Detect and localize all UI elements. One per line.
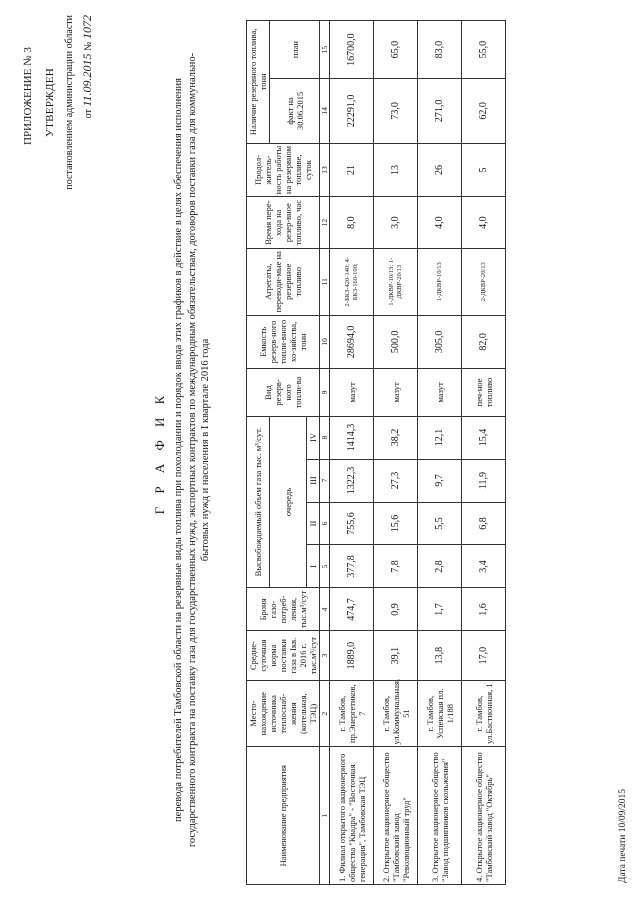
cell-avg-norm: 39,1	[374, 631, 418, 680]
cell-q2: 5,5	[418, 502, 462, 545]
schedule-table	[246, 20, 506, 885]
decree-date-line	[80, 15, 95, 205]
cell-units: 1-ДКВР-10/13	[418, 248, 462, 315]
header-row-1	[247, 21, 270, 885]
cell-switch-time: 4,0	[462, 197, 506, 249]
th-stock: Наличие резервного топлива, тонн	[247, 21, 270, 144]
cell-fact: 271,0	[418, 79, 462, 143]
cell-armor: 1,6	[462, 588, 506, 631]
cell-fuel-type: печ-ное топливо	[462, 369, 506, 416]
cell-avg-norm: 13,8	[418, 631, 462, 680]
cell-armor: 0,9	[374, 588, 418, 631]
handwritten-date: 11.09.2015	[80, 53, 94, 107]
table-row	[418, 21, 462, 885]
th-duration: Продол-житель-ность работы на резервном топливе, суток	[247, 143, 320, 197]
col-num: 8	[320, 416, 330, 459]
cell-location: г. Тамбов, ул.Коммунальная, 51	[374, 680, 418, 747]
cell-q4: 12,1	[418, 416, 462, 459]
th-units: Агрегаты, переводи-мые на резервное топливо	[247, 248, 320, 315]
cell-avg-norm: 1889,0	[330, 631, 374, 680]
cell-name: 3. Открытое акционерное общество "Завод подшипников скольжения"	[418, 747, 462, 885]
decree-line: постановлением администрации области	[64, 15, 75, 190]
cell-fact: 22291,0	[330, 79, 374, 143]
table-row	[374, 21, 418, 885]
document-title: Г Р А Ф И К	[152, 390, 167, 515]
th-fuel-type: Вид резерв-ного топли-ва	[247, 369, 320, 416]
col-num: 10	[320, 315, 330, 369]
cell-q3: 27,3	[374, 459, 418, 502]
cell-name: 4. Открытое акционерное общество "Тамбовский завод "Октябрь"	[462, 747, 506, 885]
th-location: Место-нахождение источника теплоснаб-жения (котельная, ТЭЦ)	[247, 680, 320, 747]
th-switch-time: Время пере-хода на резер-вное топливо, час	[247, 197, 320, 249]
th-capacity: Емкость резерв-ного топли-вного хо-зяйства, тонн	[247, 315, 320, 369]
col-num: 9	[320, 369, 330, 416]
th-q2: II	[307, 502, 320, 545]
cell-units: 2-БКЗ-420-140; 4-БКЗ-160-100;	[330, 248, 374, 315]
col-num: 6	[320, 502, 330, 545]
th-q4: IV	[307, 416, 320, 459]
cell-location: г. Тамбов, Успенская пл. 1/188	[418, 680, 462, 747]
col-num: 11	[320, 248, 330, 315]
cell-q3: 1322,3	[330, 459, 374, 502]
col-num: 2	[320, 680, 330, 747]
col-num: 1	[320, 747, 330, 885]
cell-q4: 15,4	[462, 416, 506, 459]
cell-name: 1. Филиал открытого акционерного общества "Квадра" - "Восточная генерация", Тамбовская ТЭЦ	[330, 747, 374, 885]
cell-q4: 1414,3	[330, 416, 374, 459]
cell-plan: 16700,0	[330, 21, 374, 79]
cell-fuel-type: мазут	[374, 369, 418, 416]
cell-duration: 5	[462, 143, 506, 197]
th-name: Наименование предприятия	[247, 747, 320, 885]
col-num: 13	[320, 143, 330, 197]
document-subtitle: перевода потребителей Тамбовской области на резервные виды топлива при похолодании и порядок ввода этих графиков в действие в целях обеспечения исполнения государственного контракта на поставку газа для государственных нужд, экспортных контрактов по международным обязательствам, договоров поставки газа для коммунально-бытовых нужд и населения в I квартале 2016 года	[173, 52, 211, 848]
th-avg-norm: Средне-суточная норма поставки газа в Iкв. 2016 г. тыс.м³/сут	[247, 631, 320, 680]
cell-capacity: 305,0	[418, 315, 462, 369]
cell-armor: 1,7	[418, 588, 462, 631]
cell-capacity: 28694,0	[330, 315, 374, 369]
th-queue: очередь	[270, 416, 307, 588]
col-num: 12	[320, 197, 330, 249]
date-prefix: от	[83, 109, 94, 119]
cell-q1: 2,8	[418, 545, 462, 588]
cell-fuel-type: мазут	[418, 369, 462, 416]
cell-q3: 11,9	[462, 459, 506, 502]
cell-q2: 755,6	[330, 502, 374, 545]
cell-plan: 83,0	[418, 21, 462, 79]
cell-avg-norm: 17,0	[462, 631, 506, 680]
cell-fact: 62,0	[462, 79, 506, 143]
appendix-label: ПРИЛОЖЕНИЕ № 3	[22, 47, 34, 145]
col-num: 4	[320, 588, 330, 631]
cell-location: г. Тамбов, ул.Бастионная, 1	[462, 680, 506, 747]
table-row	[330, 21, 374, 885]
handwritten-number: 1072	[80, 15, 94, 39]
print-date: Дата печати 10/09/2015	[618, 788, 628, 883]
number-prefix: №	[83, 41, 94, 52]
cell-q2: 6,8	[462, 502, 506, 545]
th-plan: план	[270, 21, 320, 79]
cell-units: 1-ДКВР-10/13; 1-ДКВР-20/13	[374, 248, 418, 315]
col-num: 14	[320, 79, 330, 143]
cell-switch-time: 3,0	[374, 197, 418, 249]
cell-duration: 26	[418, 143, 462, 197]
cell-capacity: 500,0	[374, 315, 418, 369]
cell-capacity: 82,0	[462, 315, 506, 369]
cell-switch-time: 8,0	[330, 197, 374, 249]
cell-q1: 377,8	[330, 545, 374, 588]
th-released: Высвобождаемый объем газа тыс. м³/сут.	[247, 416, 270, 588]
cell-fact: 73,0	[374, 79, 418, 143]
cell-name: 2. Открытое акционерное общество "Тамбовский завод "Революционный труд"	[374, 747, 418, 885]
cell-switch-time: 4,0	[418, 197, 462, 249]
th-fact: факт на 30.06.2015	[270, 79, 320, 143]
th-armor: Броня газо-потреб-ления, тыс.м³/сут	[247, 588, 320, 631]
cell-q4: 38,2	[374, 416, 418, 459]
cell-units: 2-ДКВР-20/13	[462, 248, 506, 315]
th-q1: I	[307, 545, 320, 588]
approved-label: УТВЕРЖДЕН	[44, 67, 56, 137]
col-num: 5	[320, 545, 330, 588]
col-num: 7	[320, 459, 330, 502]
cell-duration: 21	[330, 143, 374, 197]
cell-q3: 9,7	[418, 459, 462, 502]
cell-plan: 65,0	[374, 21, 418, 79]
cell-location: г. Тамбов, пр.Энергетиков, 7	[330, 680, 374, 747]
cell-duration: 13	[374, 143, 418, 197]
table-row	[462, 21, 506, 885]
th-q3: III	[307, 459, 320, 502]
column-number-row	[320, 21, 330, 885]
col-num: 15	[320, 21, 330, 79]
cell-q2: 15,6	[374, 502, 418, 545]
col-num: 3	[320, 631, 330, 680]
cell-plan: 55,0	[462, 21, 506, 79]
cell-fuel-type: мазут	[330, 369, 374, 416]
cell-armor: 474,7	[330, 588, 374, 631]
cell-q1: 7,8	[374, 545, 418, 588]
cell-q1: 3,4	[462, 545, 506, 588]
